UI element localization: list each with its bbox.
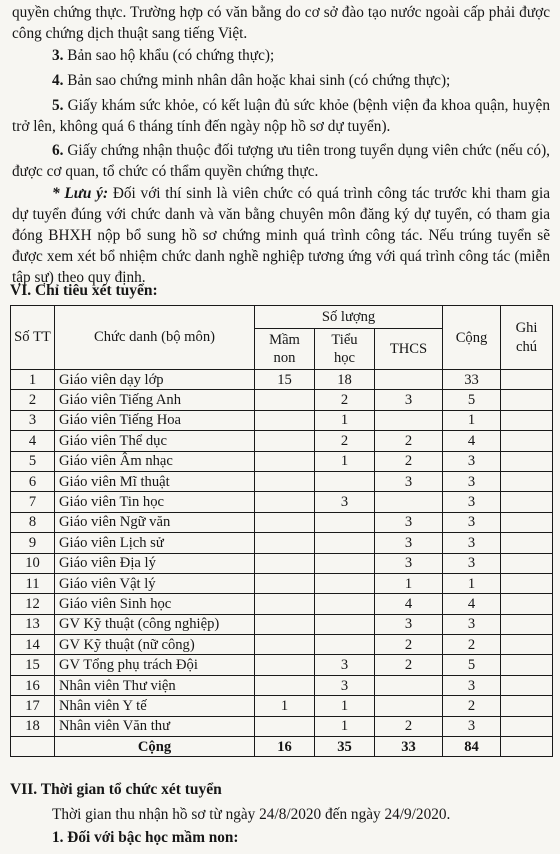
- table-row: [11, 655, 553, 675]
- tieu-hoc-cell: 18: [315, 370, 375, 390]
- stt-cell: 14: [11, 635, 55, 655]
- thcs-cell: 3: [375, 390, 443, 410]
- ghi-chu-cell: [501, 594, 553, 614]
- cong-cell: 2: [443, 635, 501, 655]
- mam-non-cell: [255, 533, 315, 553]
- thcs-cell: [375, 370, 443, 390]
- tieu-hoc-cell: [315, 635, 375, 655]
- header-quantity: [255, 306, 443, 329]
- total-cong-cell: 84: [443, 737, 501, 757]
- mam-non-cell: [255, 635, 315, 655]
- title-cell: Giáo viên Lịch sử: [55, 533, 255, 553]
- header-cong: [443, 306, 501, 370]
- stt-cell: 18: [11, 716, 55, 736]
- item-text: Bản sao hộ khẩu (có chứng thực);: [63, 47, 275, 64]
- stt-cell: 12: [11, 594, 55, 614]
- item-number: 6.: [52, 142, 64, 159]
- cong-cell: 33: [443, 370, 501, 390]
- title-cell: Giáo viên Tiếng Hoa: [55, 410, 255, 430]
- ghi-chu-cell: [501, 655, 553, 675]
- table-row: [11, 696, 553, 716]
- thcs-cell: 3: [375, 614, 443, 634]
- stt-cell: 15: [11, 655, 55, 675]
- header-stt-text: Số TT: [14, 329, 51, 345]
- title-cell: Giáo viên Âm nhạc: [55, 451, 255, 471]
- table-row: [11, 370, 553, 390]
- cong-cell: 3: [443, 451, 501, 471]
- paragraph-item-6: [12, 140, 550, 182]
- title-cell: Giáo viên Tin học: [55, 492, 255, 512]
- ghi-chu-cell: [501, 370, 553, 390]
- tieu-hoc-cell: 3: [315, 655, 375, 675]
- thcs-cell: 2: [375, 451, 443, 471]
- cong-cell: 3: [443, 716, 501, 736]
- tieu-hoc-cell: [315, 573, 375, 593]
- cong-cell: 5: [443, 390, 501, 410]
- title-cell: Giáo viên Địa lý: [55, 553, 255, 573]
- stt-cell: 16: [11, 675, 55, 695]
- table-row: [11, 431, 553, 451]
- header-cong-text: Cộng: [455, 329, 488, 346]
- tieu-hoc-cell: 1: [315, 696, 375, 716]
- tieu-hoc-cell: 2: [315, 431, 375, 451]
- title-cell: Giáo viên Tiếng Anh: [55, 390, 255, 410]
- title-cell: Nhân viên Thư viện: [55, 675, 255, 695]
- table-row: [11, 512, 553, 532]
- table-total-row: [11, 737, 553, 757]
- ghi-chu-cell: [501, 390, 553, 410]
- title-cell: Giáo viên dạy lớp: [55, 370, 255, 390]
- stt-cell: 10: [11, 553, 55, 573]
- header-ghi-chu: [501, 306, 553, 370]
- header-tieu-hoc-text: Tiểu học: [331, 332, 358, 366]
- table-row: [11, 553, 553, 573]
- title-cell: GV Tổng phụ trách Đội: [55, 655, 255, 675]
- title-cell: Giáo viên Sinh học: [55, 594, 255, 614]
- thcs-cell: 2: [375, 431, 443, 451]
- cong-cell: 4: [443, 594, 501, 614]
- item-number: 5.: [52, 97, 64, 114]
- stt-cell: 1: [11, 370, 55, 390]
- title-cell: GV Kỹ thuật (nữ công): [55, 635, 255, 655]
- mam-non-cell: [255, 512, 315, 532]
- tieu-hoc-cell: [315, 471, 375, 491]
- table-row: [11, 533, 553, 553]
- total-mam-non-cell: 16: [255, 737, 315, 757]
- ghi-chu-cell: [501, 451, 553, 471]
- tieu-hoc-cell: 3: [315, 675, 375, 695]
- cong-cell: 1: [443, 410, 501, 430]
- mam-non-cell: [255, 675, 315, 695]
- stt-cell: 11: [11, 573, 55, 593]
- ghi-chu-cell: [501, 614, 553, 634]
- total-label-cell: Cộng: [55, 737, 255, 757]
- mam-non-cell: [255, 471, 315, 491]
- title-cell: Nhân viên Văn thư: [55, 716, 255, 736]
- item-number: 4.: [52, 72, 64, 89]
- table-row: [11, 410, 553, 430]
- header-tieu-hoc: [315, 329, 375, 370]
- cong-cell: 5: [443, 655, 501, 675]
- paragraph-text: quyền chứng thực. Trường hợp có văn bằng do cơ sở đào tạo nước ngoài cấp phải được công chứng dịch thuật sang tiếng Việt.: [12, 4, 550, 42]
- title-cell: Nhân viên Y tế: [55, 696, 255, 716]
- tieu-hoc-cell: [315, 533, 375, 553]
- tieu-hoc-cell: [315, 553, 375, 573]
- tieu-hoc-cell: 3: [315, 492, 375, 512]
- mam-non-cell: [255, 655, 315, 675]
- mam-non-cell: [255, 594, 315, 614]
- mam-non-cell: [255, 451, 315, 471]
- cong-cell: 4: [443, 431, 501, 451]
- cong-cell: 3: [443, 553, 501, 573]
- thcs-cell: 2: [375, 716, 443, 736]
- thcs-cell: [375, 675, 443, 695]
- thcs-cell: 4: [375, 594, 443, 614]
- mam-non-cell: 15: [255, 370, 315, 390]
- section-7-heading: VII. Thời gian tổ chức xét tuyển: [10, 781, 222, 798]
- table-row: [11, 716, 553, 736]
- paragraph-note: [12, 183, 550, 288]
- title-cell: GV Kỹ thuật (công nghiệp): [55, 614, 255, 634]
- tieu-hoc-cell: [315, 594, 375, 614]
- tieu-hoc-cell: [315, 512, 375, 532]
- header-ghi-chu-text: Ghi chú: [515, 319, 538, 355]
- total-thcs-cell: 33: [375, 737, 443, 757]
- mam-non-cell: [255, 492, 315, 512]
- stt-cell: 4: [11, 431, 55, 451]
- cong-cell: 3: [443, 492, 501, 512]
- header-quantity-text: Số lượng: [321, 309, 376, 325]
- cong-cell: 3: [443, 675, 501, 695]
- thcs-cell: 1: [375, 573, 443, 593]
- table-row: [11, 492, 553, 512]
- header-title-text: Chức danh (bộ môn): [94, 329, 215, 345]
- ghi-chu-cell: [501, 512, 553, 532]
- table-body: [11, 370, 553, 737]
- stt-cell: 7: [11, 492, 55, 512]
- mam-non-cell: [255, 614, 315, 634]
- tieu-hoc-cell: [315, 614, 375, 634]
- cong-cell: 1: [443, 573, 501, 593]
- section-6-heading: VI. Chỉ tiêu xét tuyển:: [10, 282, 158, 299]
- thcs-cell: [375, 492, 443, 512]
- title-cell: Giáo viên Thể dục: [55, 431, 255, 451]
- stt-cell: 9: [11, 533, 55, 553]
- ghi-chu-cell: [501, 716, 553, 736]
- tieu-hoc-cell: 2: [315, 390, 375, 410]
- tieu-hoc-cell: 1: [315, 716, 375, 736]
- ghi-chu-cell: [501, 471, 553, 491]
- item-text: Giấy khám sức khỏe, có kết luận đủ sức khỏe (bệnh viện đa khoa quận, huyện trở lên, không quá 6 tháng tính đến ngày nộp hồ sơ dự tuyển).: [12, 97, 550, 135]
- ghi-chu-cell: [501, 553, 553, 573]
- ghi-chu-cell: [501, 410, 553, 430]
- ghi-chu-cell: [501, 492, 553, 512]
- section-7-sub-heading: 1. Đối với bậc học mầm non:: [52, 829, 239, 846]
- total-tieu-hoc-cell: 35: [315, 737, 375, 757]
- mam-non-cell: [255, 431, 315, 451]
- tieu-hoc-cell: 1: [315, 410, 375, 430]
- table-row: [11, 635, 553, 655]
- header-title: [55, 306, 255, 370]
- stt-cell: 3: [11, 410, 55, 430]
- header-mam-non: [255, 329, 315, 370]
- title-cell: Giáo viên Vật lý: [55, 573, 255, 593]
- cong-cell: 3: [443, 471, 501, 491]
- ghi-chu-cell: [501, 696, 553, 716]
- table-row: [11, 451, 553, 471]
- thcs-cell: 3: [375, 512, 443, 532]
- ghi-chu-cell: [501, 675, 553, 695]
- stt-cell: 17: [11, 696, 55, 716]
- thcs-cell: 2: [375, 655, 443, 675]
- table-row: [11, 594, 553, 614]
- thcs-cell: 3: [375, 471, 443, 491]
- recruitment-quota-table: [10, 305, 553, 757]
- mam-non-cell: [255, 573, 315, 593]
- cong-cell: 3: [443, 533, 501, 553]
- item-text: Giấy chứng nhận thuộc đối tượng ưu tiên trong tuyển dụng viên chức (nếu có), được cơ quan, tổ chức có thẩm quyền chứng thực.: [12, 142, 550, 180]
- stt-cell: 6: [11, 471, 55, 491]
- paragraph-item-5: [12, 95, 550, 137]
- header-stt: [11, 306, 55, 370]
- paragraph-item-4: [12, 70, 550, 91]
- stt-cell: 8: [11, 512, 55, 532]
- mam-non-cell: 1: [255, 696, 315, 716]
- item-number: 3.: [52, 47, 64, 64]
- table-row: [11, 573, 553, 593]
- note-label: * Lưu ý:: [52, 185, 109, 202]
- cong-cell: 2: [443, 696, 501, 716]
- table-row: [11, 390, 553, 410]
- thcs-cell: 3: [375, 533, 443, 553]
- cong-cell: 3: [443, 512, 501, 532]
- mam-non-cell: [255, 410, 315, 430]
- thcs-cell: 2: [375, 635, 443, 655]
- table-row: [11, 614, 553, 634]
- cong-cell: 3: [443, 614, 501, 634]
- title-cell: Giáo viên Ngữ văn: [55, 512, 255, 532]
- mam-non-cell: [255, 553, 315, 573]
- section-7-line: Thời gian thu nhận hồ sơ từ ngày 24/8/2020 đến ngày 24/9/2020.: [52, 806, 451, 823]
- header-thcs: [375, 329, 443, 370]
- ghi-chu-cell: [501, 431, 553, 451]
- paragraph-item-3: [12, 45, 550, 66]
- total-stt-cell: [11, 737, 55, 757]
- thcs-cell: [375, 410, 443, 430]
- thcs-cell: [375, 696, 443, 716]
- title-cell: Giáo viên Mĩ thuật: [55, 471, 255, 491]
- mam-non-cell: [255, 390, 315, 410]
- ghi-chu-cell: [501, 573, 553, 593]
- mam-non-cell: [255, 716, 315, 736]
- ghi-chu-cell: [501, 533, 553, 553]
- total-ghi-chu-cell: [501, 737, 553, 757]
- item-text: Bản sao chứng minh nhân dân hoặc khai sinh (có chứng thực);: [63, 72, 451, 89]
- note-text: Đối với thí sinh là viên chức có quá trình công tác trước khi tham gia dự tuyển đúng với chức danh và văn bằng chuyên môn đăng ký dự tuyển, có tham gia đóng BHXH nộp bổ sung hồ sơ chứng minh quá trình công tác. Nếu trúng tuyển sẽ được xem xét bổ nhiệm chức danh nghề nghiệp tương ứng với quá trình công tác (miễn tập sự) theo quy định.: [12, 185, 550, 286]
- header-mam-non-text: Mầm non: [269, 332, 300, 366]
- stt-cell: 5: [11, 451, 55, 471]
- header-thcs-text: THCS: [389, 341, 428, 357]
- ghi-chu-cell: [501, 635, 553, 655]
- stt-cell: 2: [11, 390, 55, 410]
- thcs-cell: 3: [375, 553, 443, 573]
- stt-cell: 13: [11, 614, 55, 634]
- tieu-hoc-cell: 1: [315, 451, 375, 471]
- table-row: [11, 675, 553, 695]
- paragraph-certification-foreign: [12, 2, 550, 44]
- table-row: [11, 471, 553, 491]
